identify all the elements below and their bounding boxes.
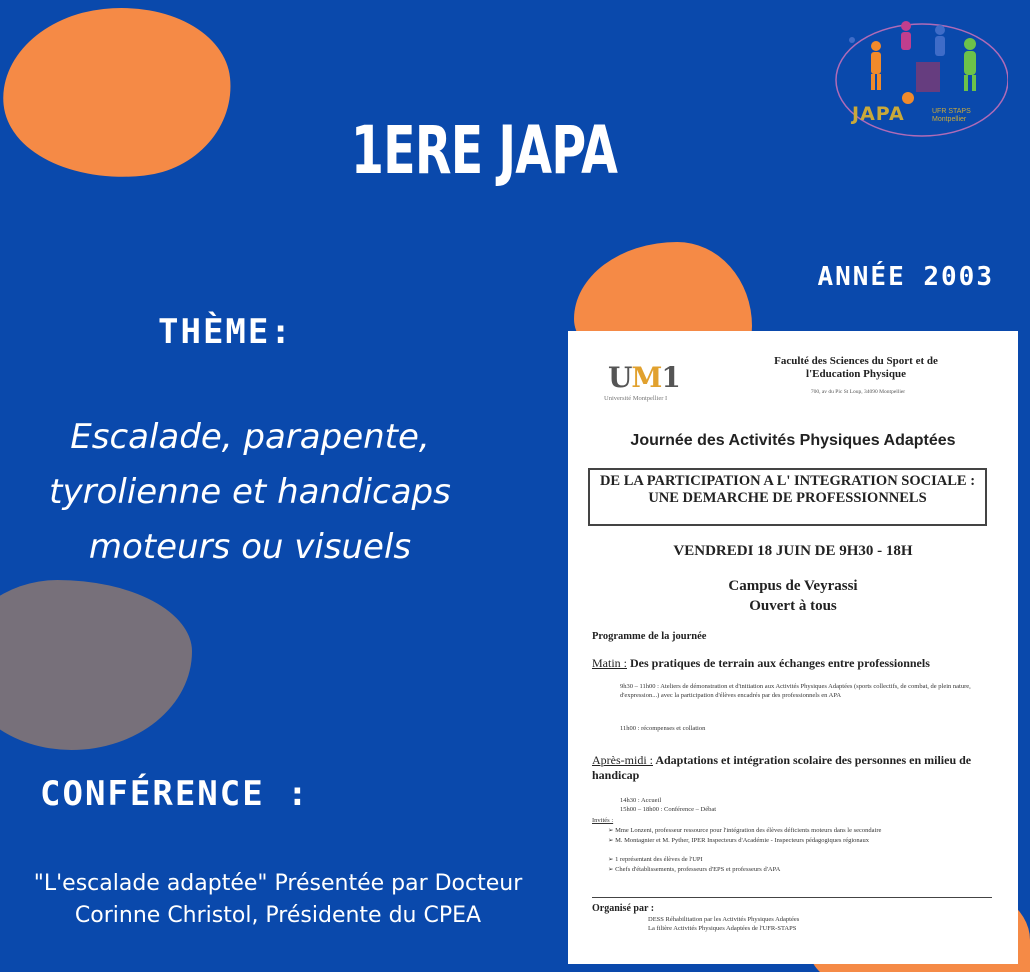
afternoon-detail: 14h30 : Accueil bbox=[620, 797, 662, 804]
page-title: 1ERE JAPA bbox=[350, 112, 618, 189]
faculty-address: 700, av du Pic St Loup, 34090 Montpellier bbox=[810, 389, 906, 395]
faculty-name: Faculté des Sciences du Sport et de l'Education Physique bbox=[774, 355, 938, 380]
um1-subtitle: Université Montpellier I bbox=[604, 395, 668, 402]
morning-text: Des pratiques de terrain aux échanges entre professionnels bbox=[630, 656, 930, 670]
programme-document bbox=[568, 331, 1018, 964]
afternoon-detail: ➢ 1 représentant des élèves de l'UPI bbox=[608, 856, 703, 863]
afternoon-detail: ➢ M. Montagnier et M. Pyther, IPER Inspecteurs d'Académie - Inspecteurs pédagogiques régionaux bbox=[608, 837, 870, 844]
campus-name: Campus de Veyrassi bbox=[728, 578, 858, 594]
document-campus bbox=[568, 576, 1018, 616]
conference-text: "L'escalade adaptée" Présentée par Docteur Corinne Christol, Présidente du CPEA bbox=[33, 871, 523, 928]
afternoon-detail: 15h00 – 18h00 : Conférence – Débat bbox=[620, 806, 717, 813]
morning-details: 9h30 – 11h00 : Ateliers de démonstration et d'initiation aux Activités Physiques Adaptées (sports collectifs, de combat, de plein nature, d'expression...) avec la participation d'élèves encadrés par des professionnels en APA bbox=[620, 683, 971, 699]
organiser-label: Organisé par : bbox=[592, 903, 655, 914]
afternoon-detail: ➢ Chefs d'établissements, professeurs d'EPS et professeurs d'APA bbox=[608, 866, 781, 873]
afternoon-text: Adaptations et intégration scolaire des personnes en milieu de handicap bbox=[592, 753, 972, 782]
theme-label: THÈME: bbox=[158, 312, 293, 352]
grey-blob bbox=[0, 580, 192, 750]
campus-open: Ouvert à tous bbox=[749, 598, 837, 614]
document-box-title: DE LA PARTICIPATION A L' INTEGRATION SOCIALE : UNE DEMARCHE DE PROFESSIONNELS bbox=[588, 468, 987, 526]
logo-wordmark: JAPA bbox=[852, 103, 905, 125]
afternoon-section bbox=[592, 753, 992, 783]
logo-subtitle: UFR STAPS Montpellier bbox=[932, 108, 971, 123]
afternoon-detail: ➢ Mme Lonzeni, professeur ressource pour l'intégration des élèves déficients moteurs dans le secondaire bbox=[608, 827, 882, 834]
document-heading: Journée des Activités Physiques Adaptées bbox=[630, 432, 956, 449]
um1-logo: UM1 bbox=[608, 361, 680, 394]
afternoon-detail: Invités : bbox=[592, 817, 614, 824]
programme-label: Programme de la journée bbox=[592, 631, 707, 642]
afternoon-label: Après-midi : bbox=[592, 753, 653, 767]
conference-label: CONFÉRENCE : bbox=[40, 774, 310, 814]
runner-figure-orange bbox=[871, 41, 881, 90]
organiser-line: DESS Réhabilitation par les Activités Physiques Adaptées bbox=[648, 916, 800, 923]
document-date: VENDREDI 18 JUIN DE 9H30 - 18H bbox=[673, 543, 913, 559]
divider bbox=[592, 897, 992, 898]
theme-text: Escalade, parapente, tyrolienne et handicaps moteurs ou visuels bbox=[49, 417, 451, 567]
organiser-line: La filière Activités Physiques Adaptées de l'UFR-STAPS bbox=[648, 925, 797, 932]
year-label: ANNÉE 2003 bbox=[817, 262, 994, 292]
morning-label: Matin : bbox=[592, 656, 627, 670]
morning-section bbox=[592, 656, 992, 671]
morning-details-2: 11h00 : récompenses et collation bbox=[620, 725, 706, 732]
